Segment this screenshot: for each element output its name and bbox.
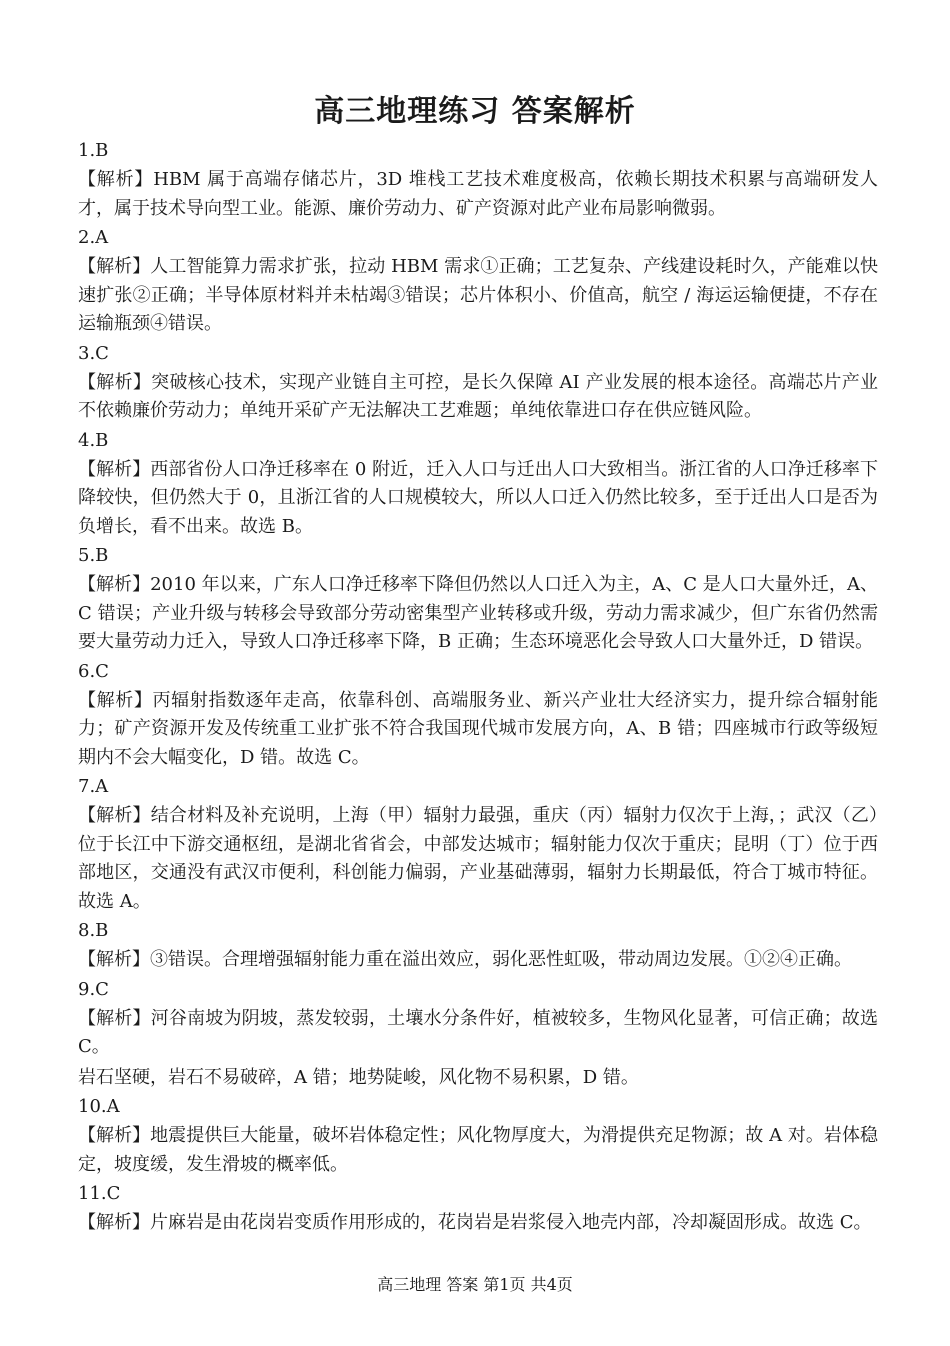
answer-number: 2.A [78, 227, 109, 248]
answer-list [78, 138, 878, 1240]
answer-analysis: 【解析】河谷南坡为阴坡，蒸发较弱，土壤水分条件好，植被较多，生物风化显著，可信正确；故选 C。 [78, 1007, 878, 1057]
answer-number: 9.C [78, 978, 109, 1000]
answer-number: 1.B [78, 140, 109, 161]
answer-number: 11.C [78, 1183, 121, 1204]
answer-number: 8.B [78, 920, 109, 941]
answer-analysis: 【解析】2010 年以来，广东人口净迁移率下降但仍然以人口迁入为主，A、C 是人口大量外迁，A、C 错误；产业升级与转移会导致部分劳动密集型产业转移或升级，劳动力需求减少，但广东省仍然需要大量劳动力迁入，导致人口净迁移率下降，B 正确；生态环境恶化会导致人口大量外迁，D 错误。 [78, 574, 878, 652]
answer-number: 5.B [78, 545, 109, 566]
answer-number: 10.A [78, 1096, 120, 1117]
answer-analysis: 【解析】突破核心技术，实现产业链自主可控，是长久保障 AI 产业发展的根本途径。高端芯片产业不依赖廉价劳动力；单纯开采矿产无法解决工艺难题；单纯依靠进口存在供应链风险。 [78, 371, 878, 421]
answer-number: 6.C [78, 660, 109, 682]
answer-analysis: 【解析】西部省份人口净迁移率在 0 附近，迁入人口与迁出人口大致相当。浙江省的人口净迁移率下降较快，但仍然大于 0，且浙江省的人口规模较大，所以人口迁入仍然比较多，至于迁出人口是否为负增长，看不出来。故选 B。 [78, 458, 878, 537]
answer-analysis: 【解析】地震提供巨大能量，破坏岩体稳定性；风化物厚度大，为滑提供充足物源；故 A 对。岩体稳定，坡度缓，发生滑坡的概率低。 [78, 1125, 878, 1175]
page-title: 高三地理练习 答案解析 [314, 94, 636, 129]
answer-analysis: 【解析】人工智能算力需求扩张，拉动 HBM 需求①正确；工艺复杂、产线建设耗时久，产能难以快速扩张②正确；半导体原材料并未枯竭③错误；芯片体积小、价值高，航空 / 海运运输便捷，不存在运输瓶颈④错误。 [78, 256, 878, 334]
answer-number: 7.A [78, 776, 109, 797]
page-footer: 高三地理 答案 第1页 共4页 [377, 1275, 573, 1294]
answer-analysis: 【解析】片麻岩是由花岗岩变质作用形成的，花岗岩是岩浆侵入地壳内部，冷却凝固形成。故选 C。 [78, 1212, 872, 1233]
answer-analysis: 【解析】结合材料及补充说明，上海（甲）辐射力最强，重庆（丙）辐射力仅次于上海，；武汉（乙）位于长江中下游交通枢纽，是湖北省省会，中部发达城市；辐射能力仅次于重庆；昆明（丁）位于西部地区，交通没有武汉市便利，科创能力偏弱，产业基础薄弱，辐射力长期最低，符合丁城市特征。故选 A。 [78, 805, 878, 912]
answer-analysis: 【解析】③错误。合理增强辐射能力重在溢出效应，弱化恶性虹吸，带动周边发展。①②④正确。 [78, 949, 852, 970]
answer-number: 4.B [78, 429, 109, 451]
answer-extra-note: 岩石坚硬，岩石不易破碎，A 错；地势陡峻，风化物不易积累，D 错。 [78, 1066, 639, 1088]
answer-number: 3.C [78, 342, 109, 364]
answer-analysis: 【解析】HBM 属于高端存储芯片，3D 堆栈工艺技术难度极高，依赖长期技术积累与高端研发人才，属于技术导向型工业。能源、廉价劳动力、矿产资源对此产业布局影响微弱。 [78, 169, 878, 219]
answer-analysis: 【解析】丙辐射指数逐年走高，依靠科创、高端服务业、新兴产业壮大经济实力，提升综合辐射能力；矿产资源开发及传统重工业扩张不符合我国现代城市发展方向，A、B 错；四座城市行政等级短期内不会大幅变化，D 错。故选 C。 [78, 689, 878, 768]
